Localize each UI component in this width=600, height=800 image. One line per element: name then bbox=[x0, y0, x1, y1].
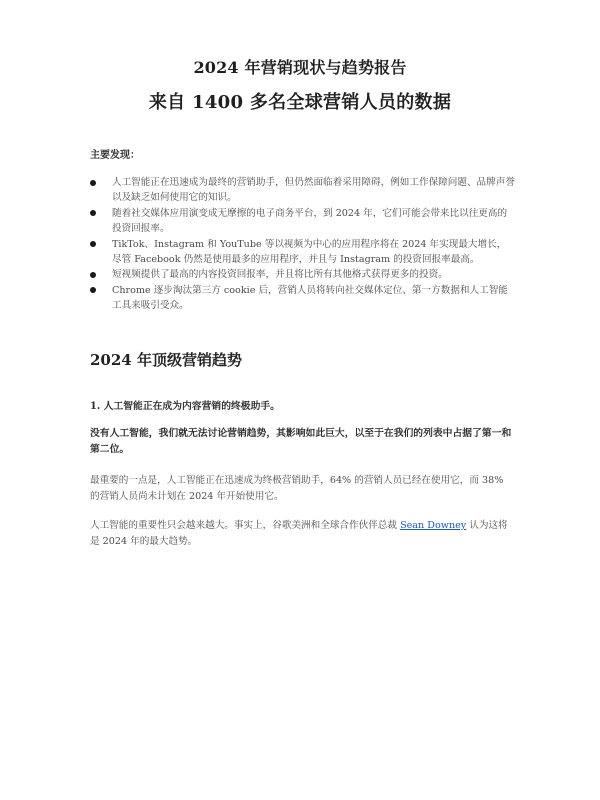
list-item bbox=[90, 175, 515, 206]
list-item-text: TikTok、Instagram 和 YouTube 等以视频为中心的应用程序将在 2024 年实现最大增长，尽管 Facebook 仍然是使用最多的应用程序，并且与 Instagram 的投资回报率最高。 bbox=[112, 238, 507, 266]
report-subtitle: 来自 1400 多名全球营销人员的数据 bbox=[148, 92, 452, 113]
paragraph-with-link bbox=[90, 518, 515, 550]
list-item-text: 随着社交媒体应用演变成无摩擦的电子商务平台，到 2024 年，它们可能会带来比以往更高的投资回报率。 bbox=[112, 207, 508, 235]
key-findings-list bbox=[90, 175, 515, 314]
report-title: 2024 年营销现状与趋势报告 bbox=[193, 58, 407, 77]
section-heading: 2024 年顶级营销趋势 bbox=[90, 351, 242, 369]
bullet-icon bbox=[90, 241, 96, 247]
sean-downey-link[interactable]: Sean Downey bbox=[400, 520, 467, 531]
list-item bbox=[90, 206, 515, 237]
bullet-icon bbox=[90, 287, 96, 293]
paragraph: 最重要的一点是，人工智能正在迅速成为终极营销助手，64% 的营销人员已经在使用它，而 38% 的营销人员尚未计划在 2024 年开始使用它。 bbox=[90, 475, 504, 502]
list-item bbox=[90, 267, 515, 282]
list-item bbox=[90, 283, 515, 314]
list-item bbox=[90, 237, 515, 268]
numbered-item: 1. 人工智能正在成为内容营销的终极助手。 bbox=[90, 401, 280, 412]
list-item-text: 人工智能正在迅速成为最终的营销助手，但仍然面临着采用障碍，例如工作保障问题、品牌声誉以及缺乏如何使用它的知识。 bbox=[112, 177, 515, 204]
bold-paragraph: 没有人工智能，我们就无法讨论营销趋势，其影响如此巨大，以至于在我们的列表中占据了第一和第二位。 bbox=[90, 428, 512, 455]
list-item-text: Chrome 逐步淘汰第三方 cookie 后，营销人员将转向社交媒体定位、第一方数据和人工智能工具来吸引受众。 bbox=[112, 284, 508, 312]
key-findings-label: 主要发现： bbox=[90, 150, 140, 161]
paragraph-text: 人工智能的重要性只会越来越大。事实上，谷歌美洲和全球合作伙伴总裁 bbox=[90, 520, 401, 531]
list-item-text: 短视频提供了最高的内容投资回报率，并且将比所有其他格式获得更多的投资。 bbox=[112, 269, 448, 281]
paragraph-text: 认为这将是 2024 年的最大趋势。 bbox=[90, 520, 508, 547]
bullet-icon bbox=[90, 180, 96, 186]
bullet-icon bbox=[90, 272, 96, 278]
bullet-icon bbox=[90, 210, 96, 216]
